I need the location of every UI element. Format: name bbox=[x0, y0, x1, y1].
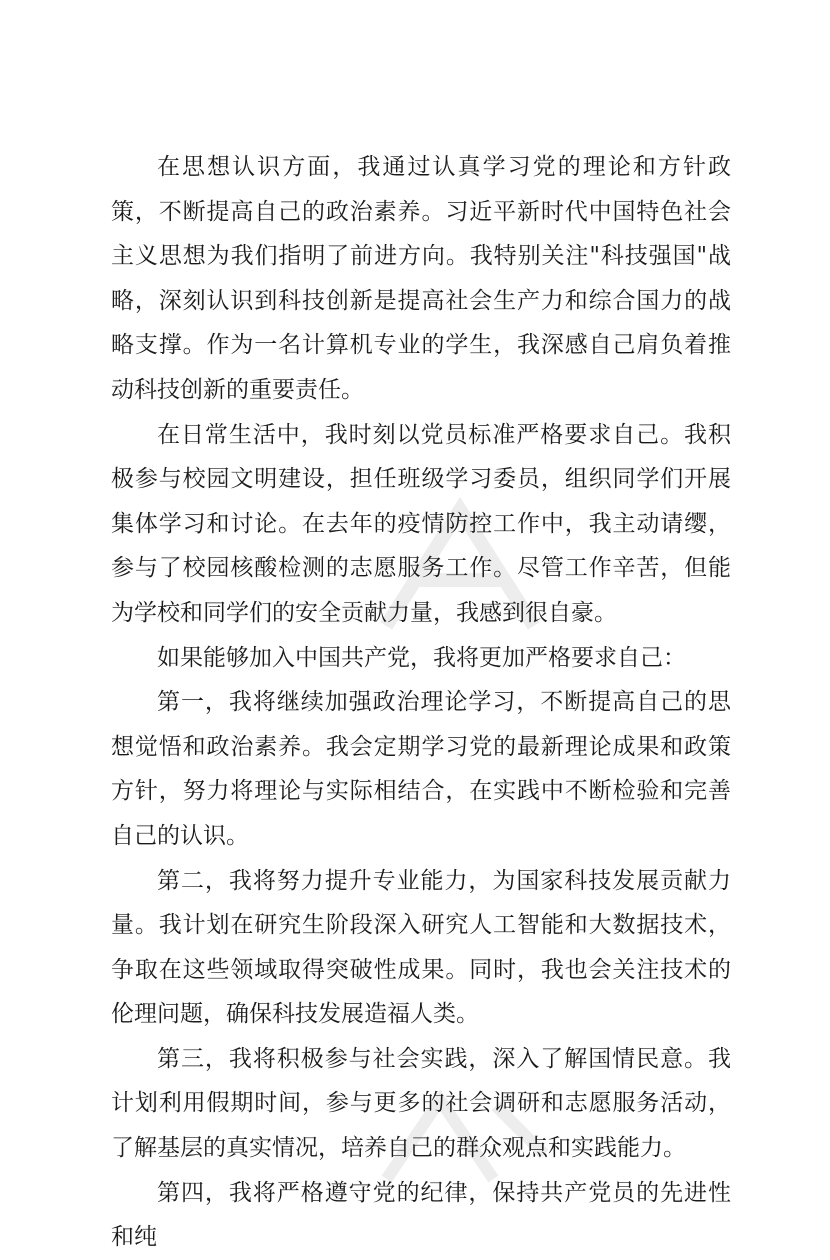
paragraph-second: 第二，我将努力提升专业能力，为国家科技发展贡献力量。我计划在研究生阶段深入研究人工智能和大数据技术，争取在这些领域取得突破性成果。同时，我也会关注技术的伦理问题，确保科技发展造福人类。 bbox=[111, 867, 731, 1028]
paragraph-fourth: 第四，我将严格遵守党的纪律，保持共产党员的先进性和纯 bbox=[111, 1179, 731, 1251]
paragraph-third: 第三，我将积极参与社会实践，深入了解国情民意。我计划利用假期时间，参与更多的社会调研和志愿服务活动，了解基层的真实情况，培养自己的群众观点和实践能力。 bbox=[111, 1045, 731, 1162]
paragraph-daily-life: 在日常生活中，我时刻以党员标准严格要求自己。我积极参与校园文明建设，担任班级学习委员，组织同学们开展集体学习和讨论。在去年的疫情防控工作中，我主动请缨，参与了校园核酸检测的志愿服务工作。尽管工作辛苦，但能为学校和同学们的安全贡献力量，我感到很自豪。 bbox=[111, 421, 731, 626]
document-body bbox=[111, 145, 731, 1260]
paragraph-commitment-intro: 如果能够加入中国共产党，我将更加严格要求自己： bbox=[157, 644, 686, 671]
paragraph-ideology: 在思想认识方面，我通过认真学习党的理论和方针政策，不断提高自己的政治素养。习近平新时代中国特色社会主义思想为我们指明了前进方向。我特别关注"科技强国"战略，深刻认识到科技创新是提高社会生产力和综合国力的战略支撑。作为一名计算机专业的学生，我深感自己肩负着推动科技创新的重要责任。 bbox=[111, 154, 731, 403]
paragraph-first: 第一，我将继续加强政治理论学习，不断提高自己的思想觉悟和政治素养。我会定期学习党的最新理论成果和政策方针，努力将理论与实际相结合，在实践中不断检验和完善自己的认识。 bbox=[111, 689, 731, 849]
